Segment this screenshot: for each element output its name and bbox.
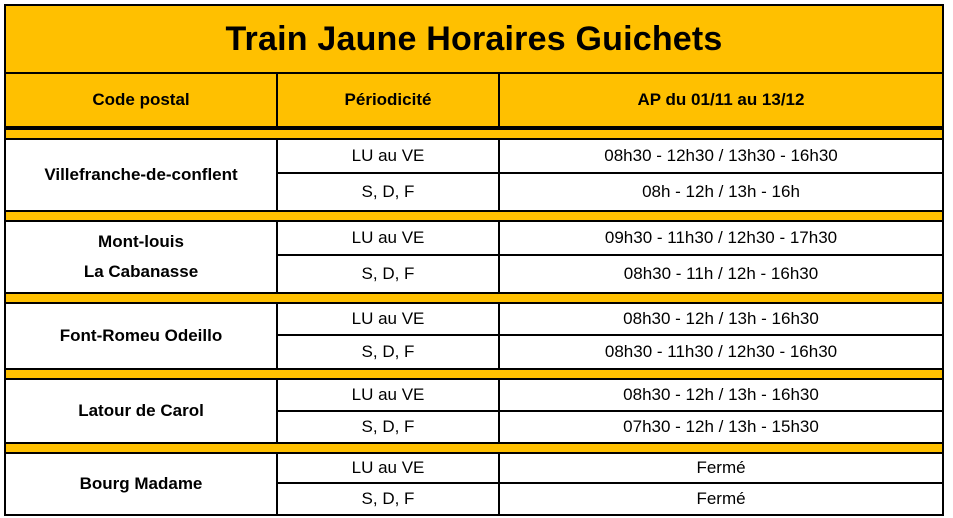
table-row <box>278 380 942 412</box>
table-row <box>278 412 942 442</box>
station-name-line2: La Cabanasse <box>83 262 199 281</box>
hours-cell: 08h30 - 12h / 13h - 16h30 <box>623 309 819 328</box>
hours-cell: 08h - 12h / 13h - 16h <box>642 182 800 201</box>
periodicity-cell: LU au VE <box>278 304 500 334</box>
hours-cell: 09h30 - 11h30 / 12h30 - 17h30 <box>604 228 838 247</box>
station-group <box>6 304 942 368</box>
table-row <box>278 222 942 256</box>
station-group <box>6 222 942 292</box>
table-row <box>278 140 942 174</box>
section-divider <box>6 128 942 140</box>
table-row <box>278 304 942 336</box>
station-name-line1: Mont-louis <box>98 232 184 251</box>
hours-cell: 07h30 - 12h / 13h - 15h30 <box>623 417 819 436</box>
periodicity-cell: LU au VE <box>278 140 500 172</box>
station-name <box>6 140 278 210</box>
schedule-table <box>4 4 944 516</box>
station-group <box>6 380 942 442</box>
station-name-line1: Villefranche-de-conflent <box>44 165 238 184</box>
table-row <box>278 336 942 368</box>
periodicity-cell: S, D, F <box>278 412 500 442</box>
station-name-line1: Latour de Carol <box>78 401 204 420</box>
table-row <box>278 484 942 514</box>
station-name <box>6 222 278 292</box>
table-title: Train Jaune Horaires Guichets <box>6 6 942 74</box>
section-divider <box>6 368 942 380</box>
hours-cell: 08h30 - 12h30 / 13h30 - 16h30 <box>604 146 838 165</box>
periodicity-cell: LU au VE <box>278 454 500 482</box>
header-code-postal: Code postal <box>6 74 278 128</box>
periodicity-cell: S, D, F <box>278 484 500 514</box>
station-group <box>6 454 942 514</box>
station-group <box>6 140 942 210</box>
header-period-range: AP du 01/11 au 13/12 <box>500 74 942 128</box>
table-row <box>278 256 942 292</box>
periodicity-cell: S, D, F <box>278 336 500 368</box>
hours-cell: Fermé <box>696 458 746 477</box>
station-name <box>6 304 278 368</box>
hours-cell: 08h30 - 11h30 / 12h30 - 16h30 <box>604 342 838 361</box>
section-divider <box>6 442 942 454</box>
periodicity-cell: LU au VE <box>278 222 500 254</box>
periodicity-cell: S, D, F <box>278 174 500 210</box>
station-name <box>6 454 278 514</box>
hours-cell: 08h30 - 11h / 12h - 16h30 <box>623 264 819 283</box>
periodicity-cell: LU au VE <box>278 380 500 410</box>
station-name-line1: Bourg Madame <box>79 474 203 493</box>
hours-cell: Fermé <box>696 489 746 508</box>
section-divider <box>6 292 942 304</box>
hours-cell: 08h30 - 12h / 13h - 16h30 <box>623 385 819 404</box>
station-name-line1: Font-Romeu Odeillo <box>59 326 223 345</box>
table-row <box>278 454 942 484</box>
section-divider <box>6 210 942 222</box>
station-name <box>6 380 278 442</box>
header-periodicite: Périodicité <box>278 74 500 128</box>
table-row <box>278 174 942 210</box>
periodicity-cell: S, D, F <box>278 256 500 292</box>
